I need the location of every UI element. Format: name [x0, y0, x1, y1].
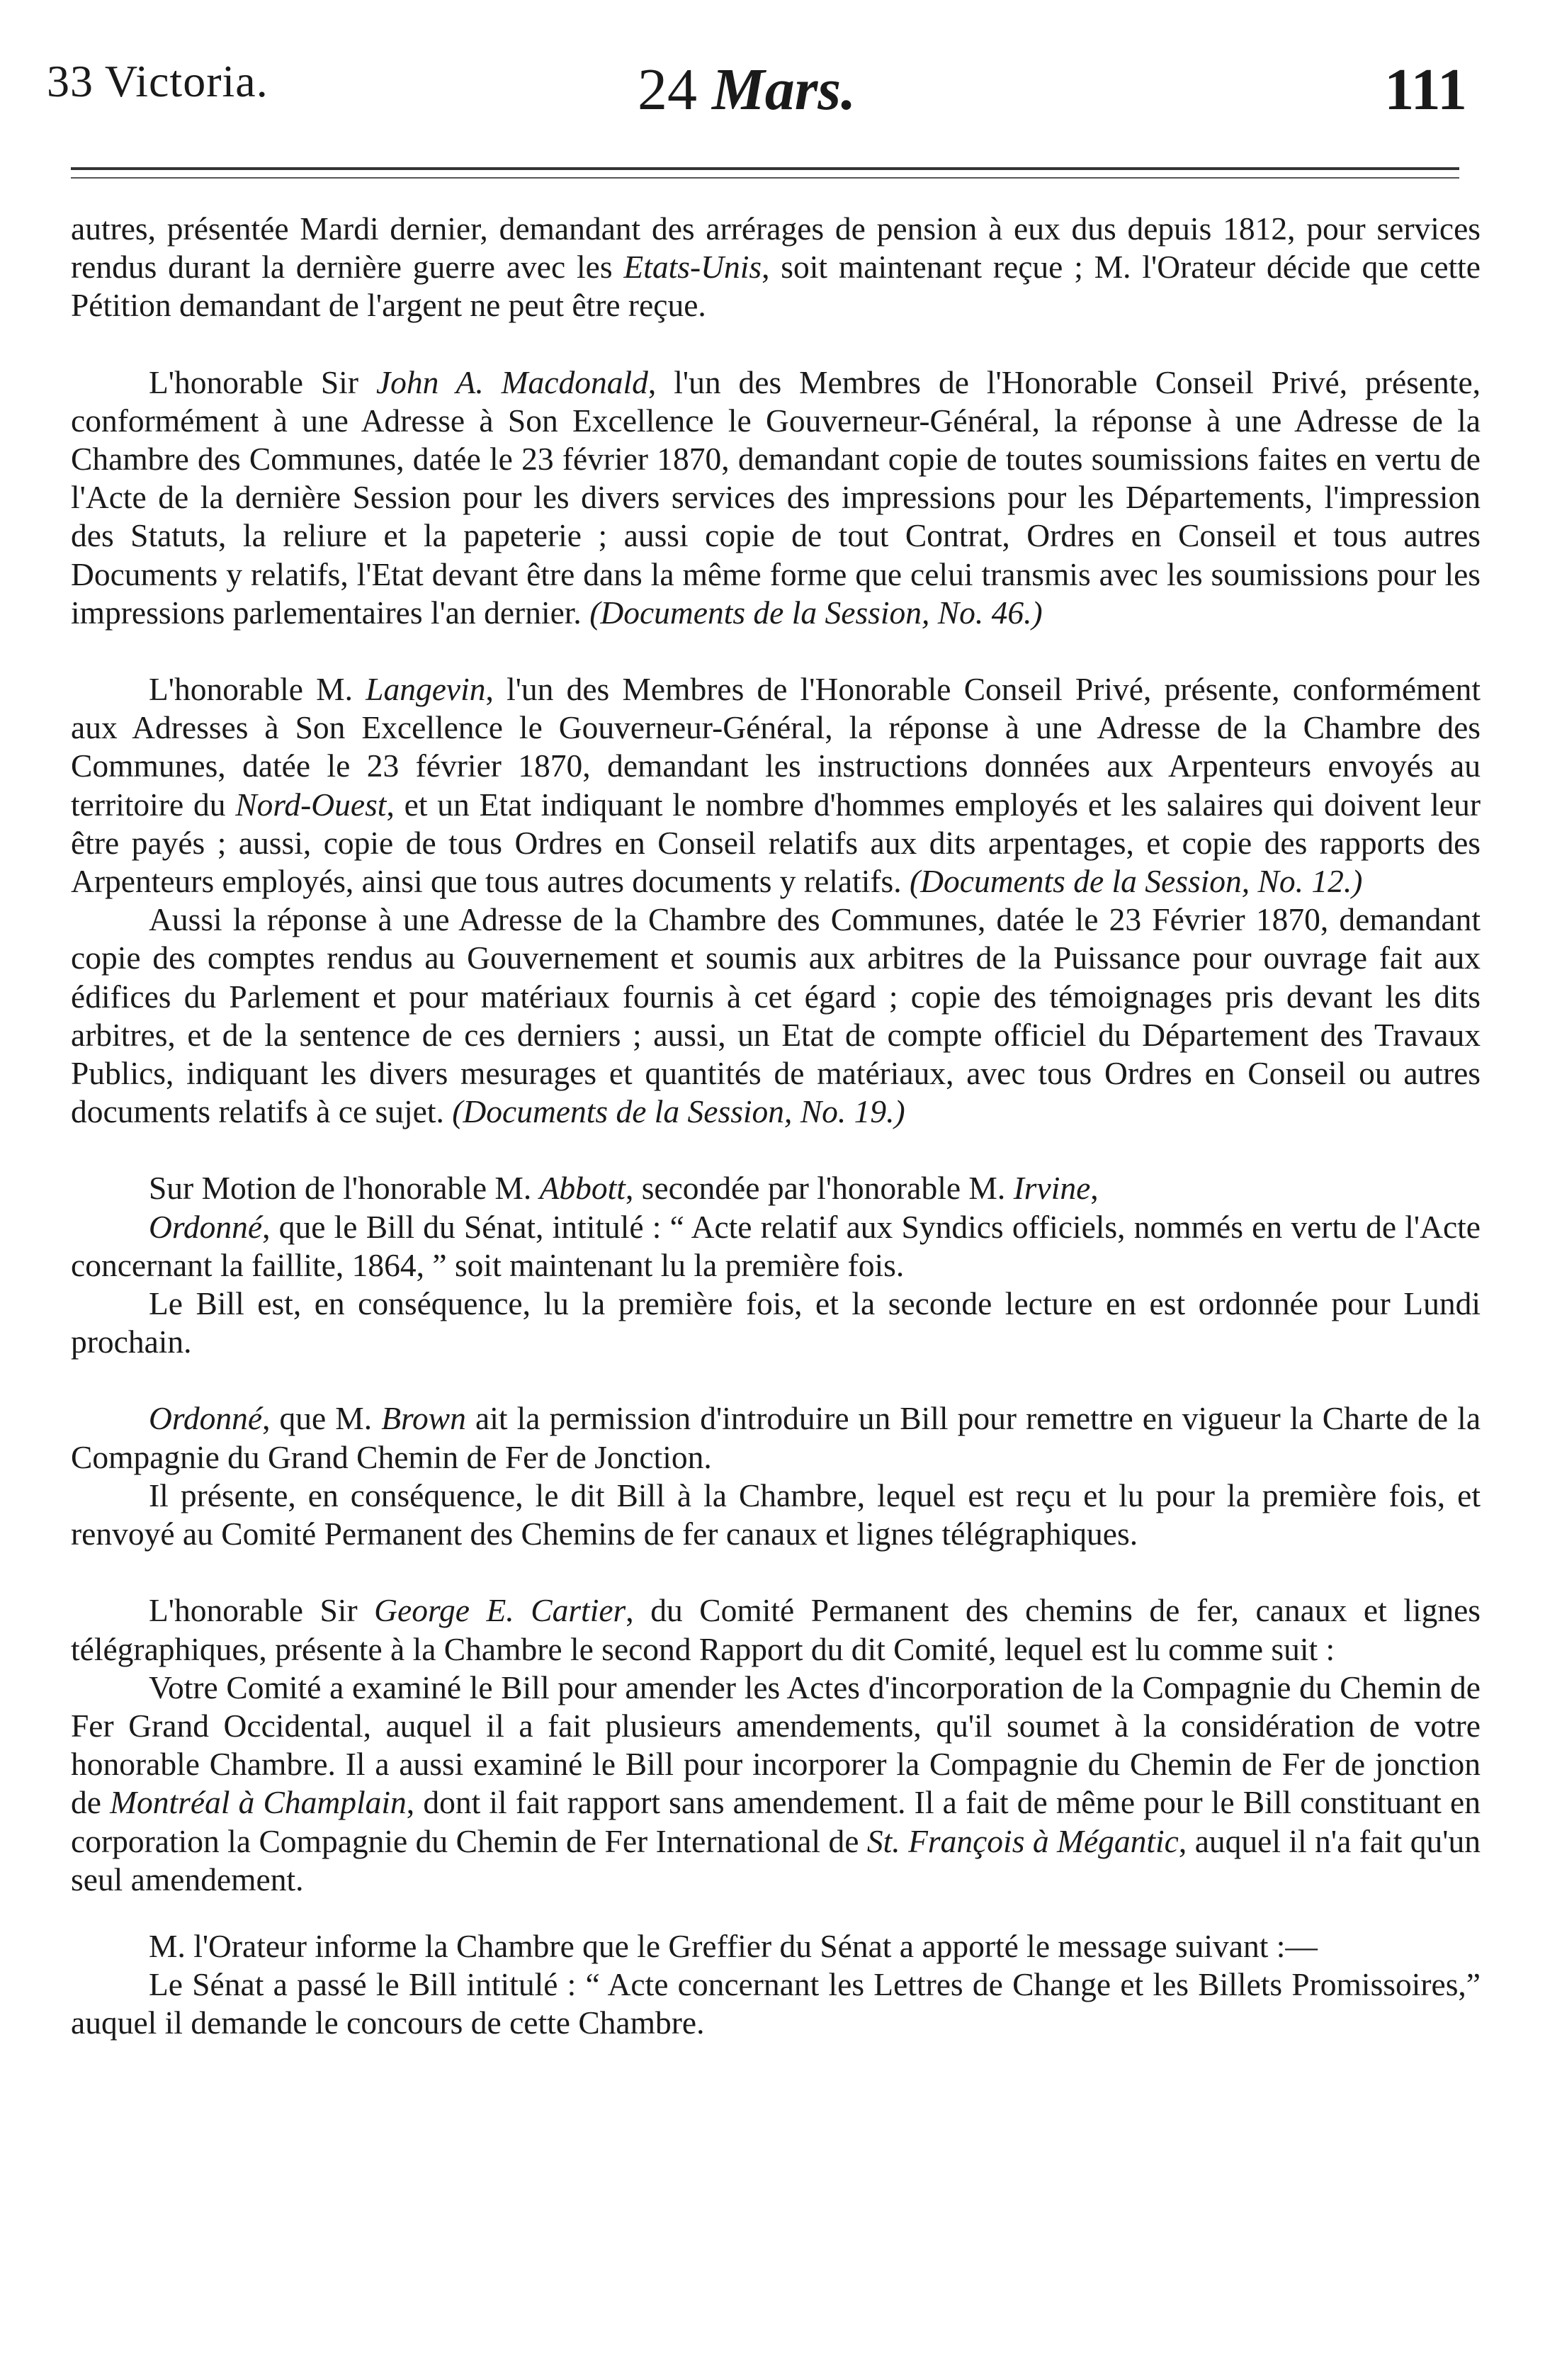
paragraph-motion: Sur Motion de l'honorable M. Abbott, secondée par l'honorable M. Irvine,	[149, 1170, 1099, 1207]
paragraph-macdonald: L'honorable Sir John A. Macdonald, l'un des Membres de l'Honorable Conseil Privé, présente, conformément à une Adresse à Son Excellence le Gouverneur-Général, la réponse à une Adresse de la Chambre des Communes, datée le 23 février 1870, demandant copie de toutes soumissions faites en vertu de l'Acte de la dernière Session pour les divers services des impressions pour les Départements, l'impression des Statuts, la reliure et la papeterie ; aussi copie de tout Contrat, Ordres en Conseil et tous autres Documents y relatifs, l'Etat devant être dans la même forme que celui transmis avec les soumissions pour les impressions parlementaires l'an dernier. (Documents de la Session, No. 46.)	[71, 363, 1481, 631]
header-rule-thin	[71, 177, 1459, 179]
paragraph-travaux-publics: Aussi la réponse à une Adresse de la Chambre des Communes, datée le 23 Février 1870, demandant copie des comptes rendus au Gouvernement et soumis aux arbitres de la Puissance pour ouvrage fait aux édifices du Parlement et pour matériaux fournis à cet égard ; copie des témoignages pris devant les dits arbitres, et de la sentence de ces derniers ; aussi, un Etat de compte officiel du Département des Travaux Publics, indiquant les divers mesurages et quantités de matériaux, avec tous Ordres en Conseil ou autres documents relatifs à ce sujet. (Documents de la Session, No. 19.)	[71, 901, 1481, 1130]
session-doc-ref: (Documents de la Session, No. 19.)	[452, 1093, 905, 1130]
date-day: 24	[638, 57, 697, 123]
running-head-date	[638, 55, 856, 124]
page-number: 111	[1384, 57, 1467, 123]
paragraph-senate-bill: Le Sénat a passé le Bill intitulé : “ Acte concernant les Lettres de Change et les Billets Promissoires,” auquel il demande le concours de cette Chambre.	[71, 1966, 1481, 2041]
paragraph-senate-message: M. l'Orateur informe la Chambre que le Greffier du Sénat a apporté le message suivant :—	[149, 1927, 1318, 1964]
paragraph-committee-report: Votre Comité a examiné le Bill pour amender les Actes d'incorporation de la Compagnie du Chemin de Fer Grand Occidental, auquel il a fait plusieurs amendements, qu'il soumet à la considération de votre honorable Chambre. Il a aussi examiné le Bill pour incorporer la Compagnie du Chemin de Fer de jonction de Montréal à Champlain, dont il fait rapport sans amendement. Il a fait de même pour le Bill constituant en corporation la Compagnie du Chemin de Fer International de St. François à Mégantic, auquel il n'a fait qu'un seul amendement.	[71, 1669, 1481, 1897]
paragraph-first-reading: Le Bill est, en conséquence, lu la première fois, et la seconde lecture en est ordonnée pour Lundi prochain.	[71, 1285, 1481, 1360]
journal-text	[71, 210, 1481, 2043]
session-doc-ref: (Documents de la Session, No. 12.)	[909, 863, 1363, 900]
session-doc-ref: (Documents de la Session, No. 46.)	[589, 594, 1043, 631]
running-head-session: 33 Victoria.	[47, 56, 268, 106]
paragraph-langevin: L'honorable M. Langevin, l'un des Membres de l'Honorable Conseil Privé, présente, conformément aux Adresses à Son Excellence le Gouverneur-Général, la réponse à une Adresse de la Chambre des Communes, datée le 23 février 1870, demandant les instructions données aux Arpenteurs envoyés au territoire du Nord-Ouest, et un Etat indiquant le nombre d'hommes employés et les salaires qui doivent leur être payés ; aussi, copie de tous Ordres en Conseil relatifs aux dits arpentages, et copie des rapports des Arpenteurs employés, ainsi que tous autres documents y relatifs. (Documents de la Session, No. 12.)	[71, 671, 1481, 900]
paragraph-ordonne-senat-bill: Ordonné, que le Bill du Sénat, intitulé : “ Acte relatif aux Syndics officiels, nommés en vertu de l'Acte concernant la faillite, 1864, ” soit maintenant lu la première fois.	[71, 1208, 1481, 1283]
paragraph-petition: autres, présentée Mardi dernier, demandant des arrérages de pension à eux dus depuis 1812, pour services rendus durant la dernière guerre avec les Etats-Unis, soit maintenant reçue ; M. l'Orateur décide que cette Pétition demandant de l'argent ne peut être reçue.	[71, 210, 1481, 324]
paragraph-bill-presented: Il présente, en conséquence, le dit Bill à la Chambre, lequel est reçu et lu pour la première fois, et renvoyé au Comité Permanent des Chemins de fer canaux et lignes télégraphiques.	[71, 1477, 1481, 1552]
header-rule	[71, 167, 1459, 170]
paragraph-ordonne-brown: Ordonné, que M. Brown ait la permission d'introduire un Bill pour remettre en vigueur la Charte de la Compagnie du Grand Chemin de Fer de Jonction.	[71, 1400, 1481, 1475]
date-month: Mars.	[712, 57, 856, 123]
paragraph-cartier: L'honorable Sir George E. Cartier, du Comité Permanent des chemins de fer, canaux et lignes télégraphiques, présente à la Chambre le second Rapport du dit Comité, lequel est lu comme suit :	[71, 1592, 1481, 1667]
